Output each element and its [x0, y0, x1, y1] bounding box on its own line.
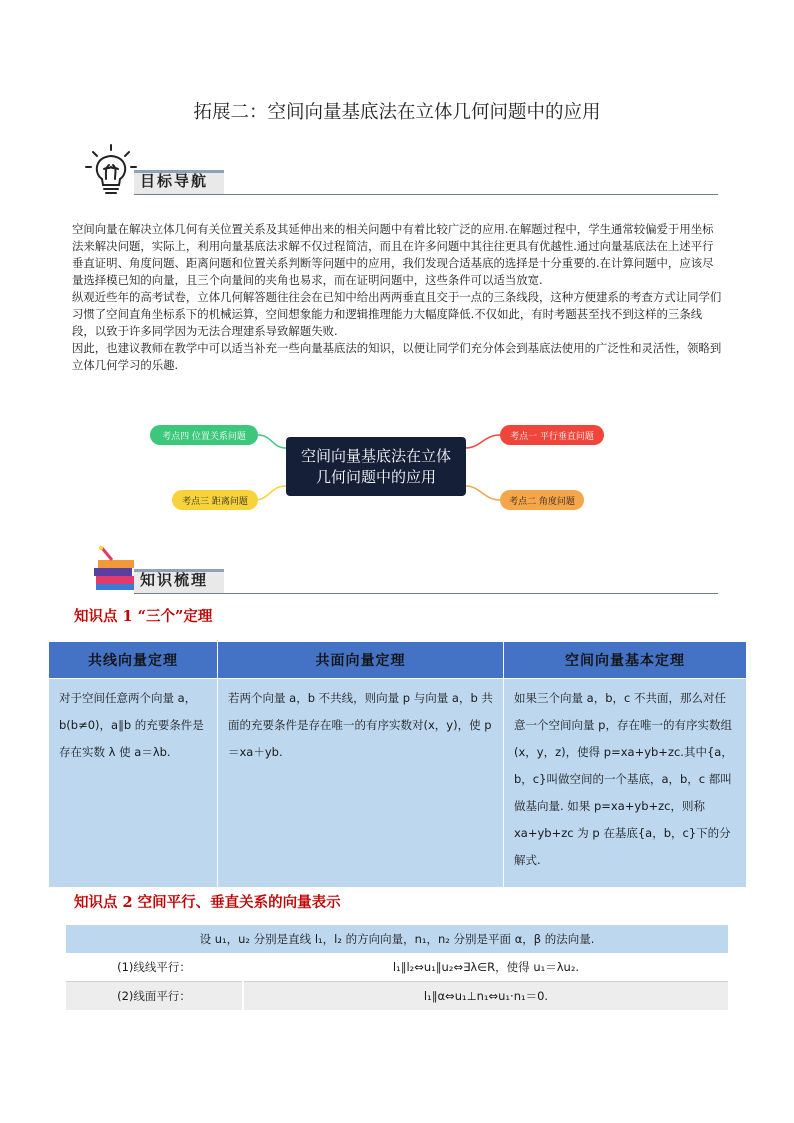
mindmap-node-angle: 考点二 角度问题: [500, 490, 584, 510]
three-theorems-table: [48, 641, 747, 888]
table-cell-basic-theorem: 如果三个向量 a，b，c 不共面，那么对任意一个空间向量 p，存在唯一的有序实数组(x，y，z)，使得 p=xa+yb+zc.其中{a，b，c}叫做空间的一个基底，a，b，c 都叫做基向量. 如果 p=xa+yb+zc，则称 xa+yb+zc 为 p 在基底{a，b，c}下的分解式.: [504, 679, 747, 888]
table-header: 共面向量定理: [218, 642, 504, 679]
books-icon: [90, 546, 140, 594]
section-divider: [134, 194, 718, 196]
intro-paragraph: 空间向量在解决立体几何有关位置关系及其延伸出来的相关问题中有着比较广泛的应用.在解题过程中，学生通常较偏爱于用坐标法来解决问题，实际上，利用向量基底法求解不仅过程简洁，而且在许多问题中其往往更具有优越性.通过向量基底法在上述平行垂直证明、角度问题、距离问题和位置关系判断等问题中的应用，我们发现合适基底的选择是十分重要的.在计算问题中，应该尽量选择模已知的向量，且三个向量间的夹角也易求，而在证明问题中，这些条件可以适当放宽.: [72, 222, 714, 287]
vector-relations-table: [66, 925, 728, 1010]
row-label: (2)线面平行：: [66, 982, 243, 1011]
row-value: l₁∥α⇔u₁⊥n₁⇔u₁·n₁＝0.: [243, 982, 728, 1011]
row-value: l₁∥l₂⇔u₁∥u₂⇔∃λ∈R，使得 u₁＝λu₂.: [243, 953, 728, 982]
intro-paragraph: 因此，也建议教师在教学中可以适当补充一些向量基底法的知识，以便让同学们充分体会到基底法使用的广泛性和灵活性，领略到立体几何学习的乐趣.: [72, 341, 722, 372]
table-cell-collinear: 对于空间任意两个向量 a，b(b≠0)，a∥b 的充要条件是存在实数 λ 使 a＝λb.: [49, 679, 218, 888]
section-divider: [134, 593, 718, 595]
section-header-goals: [82, 143, 718, 199]
intro-text: [72, 221, 724, 374]
table-header: 共线向量定理: [49, 642, 218, 679]
mindmap-center-line: 几何问题中的应用: [315, 467, 436, 486]
table-cell-coplanar: 若两个向量 a，b 不共线，则向量 p 与向量 a，b 共面的充要条件是存在唯一的有序实数对(x，y)，使 p＝xa＋yb.: [218, 679, 504, 888]
mindmap-node-distance: 考点三 距离问题: [172, 490, 258, 510]
mindmap-center-line: 空间向量基底法在立体: [300, 446, 451, 465]
mindmap-center: [286, 437, 466, 496]
table-header: 空间向量基本定理: [504, 642, 747, 679]
section-label-goals: 目标导航: [140, 172, 209, 190]
table-header: 设 u₁，u₂ 分别是直线 l₁，l₂ 的方向向量，n₁，n₂ 分别是平面 α，β 的法向量.: [66, 925, 728, 953]
row-label: (1)线线平行：: [66, 953, 243, 982]
knowledge-point-1-title: 知识点 1 “三个”定理: [74, 608, 213, 625]
mindmap-node-position: 考点四 位置关系问题: [150, 425, 258, 445]
knowledge-point-2-title: 知识点 2 空间平行、垂直关系的向量表示: [74, 894, 341, 911]
page-title: 拓展二：空间向量基底法在立体几何问题中的应用: [193, 102, 601, 123]
lightbulb-icon: [82, 143, 140, 199]
intro-paragraph: 纵观近些年的高考试卷，立体几何解答题往往会在已知中给出两两垂直且交于一点的三条线段，这种方便建系的考查方式让同学们习惯了空间直角坐标系下的机械运算，空间想象能力和逻辑推理能力大幅度降低.不仅如此，有时考题甚至找不到这样的三条线段，以致于许多同学因为无法合理建系导致解题失败.: [72, 290, 722, 338]
section-header-knowledge: [82, 542, 718, 598]
mindmap-node-parallel-perpendicular: 考点一 平行垂直问题: [500, 425, 604, 445]
section-label-knowledge: 知识梳理: [140, 571, 209, 589]
